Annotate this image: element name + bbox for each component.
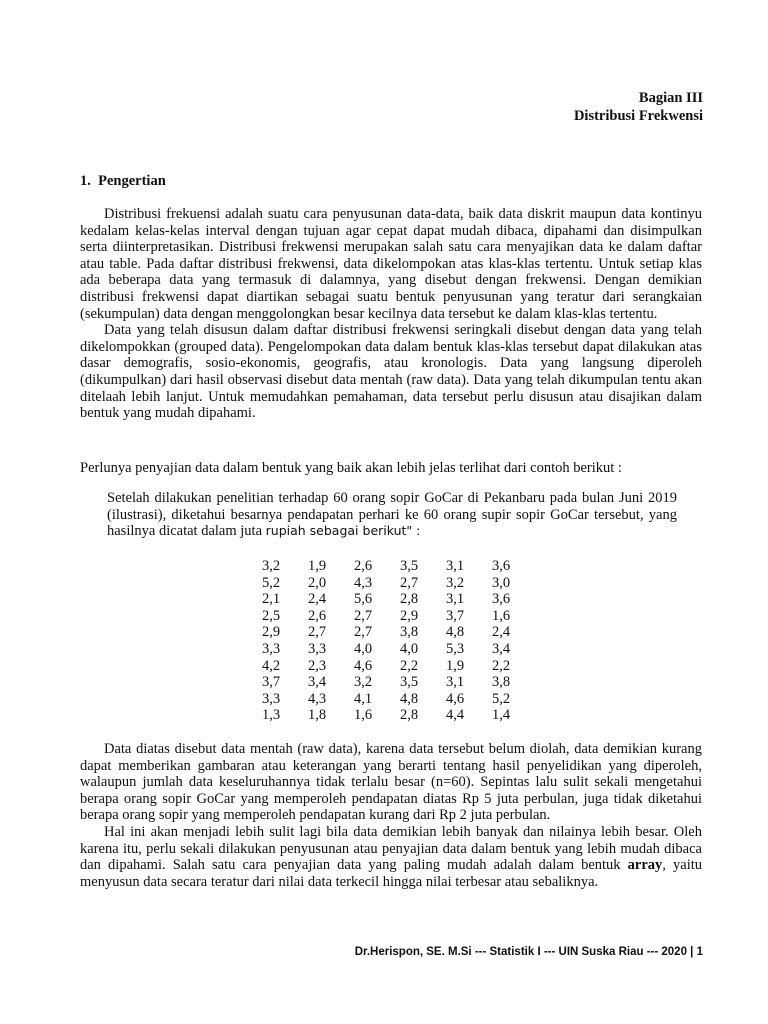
table-cell: 3,5: [400, 558, 419, 574]
table-cell: 1,3: [262, 707, 281, 724]
table-cell: 2,2: [492, 657, 511, 674]
table-cell: 1,4: [492, 707, 511, 724]
table-row: [262, 674, 538, 691]
raw-data-table: [262, 558, 538, 724]
table-row: [262, 641, 538, 658]
table-cell: 3,0: [492, 574, 511, 591]
paragraph-raw-data: Data diatas disebut data mentah (raw data), karena data tersebut belum diolah, data demikian kurang dapat memberikan gambaran atau keterangan yang berarti tentang hasil penyelidikan yang diperoleh, walaupun jumlah data keseluruhannya tidak terlalu besar (n=60). Sepintas lalu sulit sekali mengetahui berapa orang sopir GoCar yang memperoleh pendapatan diatas Rp 5 juta perbulan, juga tidak diketahui berapa orang sopir yang memperoleh pendapatan kurang dari Rp 2 juta perbulan.: [80, 741, 702, 824]
paragraph-array-before: Hal ini akan menjadi lebih sulit lagi bila data demikian lebih banyak dan nilainya lebih besar. Oleh karena itu, perlu sekali dilakukan penyusunan atau penyajian data dalam bentuk yang lebih mudah dibaca dan dipahami. Salah satu cara penyajian data yang paling mudah adalah dalam bentuk: [80, 823, 702, 874]
table-row: [262, 707, 538, 724]
table-cell: 4,1: [354, 690, 373, 707]
table-cell: 3,2: [446, 574, 465, 591]
table-cell: 3,8: [400, 624, 419, 641]
table-cell: 2,7: [354, 607, 373, 624]
table-cell: 2,4: [492, 624, 511, 641]
table-cell: 3,1: [446, 674, 465, 691]
table-cell: 4,8: [446, 624, 465, 641]
quote-main-text: Setelah dilakukan penelitian terhadap 60 orang sopir GoCar di Pekanbaru pada bulan Juni 2019 (ilustrasi), diketahui besarnya pendapatan perhari ke 60 orang supir sopir GoCar tersebut, yang hasilnya dicatat dalam juta: [107, 490, 677, 540]
table-cell: 5,6: [354, 591, 373, 608]
table-cell: 2,3: [308, 657, 327, 674]
chapter-label: Bagian III: [638, 90, 703, 106]
table-row: [262, 591, 538, 608]
table-cell: 3,6: [492, 558, 511, 574]
page-footer: [355, 946, 703, 958]
quote-tail-text: rupiah sebagai berikut" :: [265, 523, 421, 539]
table-row: [262, 624, 538, 641]
table-cell: 2,0: [308, 574, 327, 591]
footer-separator: |: [686, 946, 697, 958]
array-term: array: [627, 857, 663, 874]
table-cell: 4,3: [308, 690, 327, 707]
table-cell: 2,9: [400, 607, 419, 624]
table-cell: 2,6: [354, 558, 373, 574]
table-cell: 2,2: [400, 657, 419, 674]
table-cell: 1,8: [308, 707, 327, 724]
table-cell: 2,7: [308, 624, 327, 641]
raw-data-body: [262, 558, 538, 724]
table-cell: 2,5: [262, 607, 281, 624]
table-cell: 3,3: [262, 690, 281, 707]
table-cell: 1,6: [354, 707, 373, 724]
table-cell: 2,1: [262, 591, 281, 608]
paragraph-array-after: , yaitu menyusun data secara teratur dari nilai data terkecil hingga nilai terbesar atau sebaliknya.: [80, 857, 702, 890]
table-cell: 4,0: [400, 640, 419, 657]
table-cell: 5,2: [492, 690, 511, 707]
paragraph-grouped-data: Data yang telah disusun dalam daftar distribusi frekwensi seringkali disebut dengan data yang telah dikelompokkan (grouped data). Pengelompokan data dalam bentuk klas-klas tersebut dapat dilakukan atas dasar demografis, sosio-ekonomis, geografis, atau kronologis. Data yang langsung diperoleh (dikumpulkan) dari hasil observasi disebut data mentah (raw data). Data yang telah dikumpulan tentu akan ditelaah lebih lanjut. Untuk memudahkan pemahaman, data tersebut perlu disusun atau disajikan dalam bentuk yang mudah dipahami.: [80, 322, 702, 422]
table-cell: 3,3: [262, 640, 281, 657]
table-row: [262, 658, 538, 675]
table-cell: 4,0: [354, 640, 373, 657]
table-cell: 2,6: [308, 607, 327, 624]
body-text-bottom: [80, 741, 702, 890]
table-cell: 3,2: [262, 558, 281, 574]
table-cell: 1,9: [308, 558, 327, 574]
table-row: [262, 691, 538, 708]
table-cell: 3,4: [308, 674, 327, 691]
page-header: [574, 89, 703, 125]
table-cell: 2,9: [262, 624, 281, 641]
table-cell: 3,3: [308, 640, 327, 657]
table-cell: 1,9: [446, 657, 465, 674]
section-title-text: Pengertian: [98, 173, 166, 189]
paragraph-array: [80, 824, 702, 890]
paragraph-definition: Distribusi frekuensi adalah suatu cara penyusunan data-data, baik data diskrit maupun data kontinyu kedalam kelas-kelas interval dengan tujuan agar cepat dapat mudah dibaca, dipahami dan disimpulkan serta diinterpretasikan. Distribusi frekwensi merupakan salah satu cara menyajikan data ke dalam daftar atau table. Pada daftar distribusi frekwensi, data dikelompokan atas klas-klas tertentu. Untuk setiap klas ada beberapa data yang termasuk di dalamnya, yang disebut dengan frekwensi. Dengan demikian distribusi frekwensi dapat diartikan sebagai suatu bentuk penyusunan yang teratur dari serangkaian (sekumpulan) data dengan menggolongkan besar kecilnya data tersebut ke dalam klas-klas tertentu.: [80, 206, 702, 322]
table-cell: 3,6: [492, 591, 511, 608]
body-text-top: [80, 206, 702, 422]
table-row: [262, 608, 538, 625]
table-cell: 4,8: [400, 690, 419, 707]
table-cell: 3,5: [400, 674, 419, 691]
page-number: 1: [696, 946, 703, 958]
table-cell: 4,4: [446, 707, 465, 724]
table-cell: 5,2: [262, 574, 281, 591]
table-cell: 2,8: [400, 591, 419, 608]
table-row: [262, 558, 538, 575]
footer-text: Dr.Herispon, SE. M.Si --- Statistik I --- UIN Suska Riau --- 2020: [354, 946, 687, 958]
table-cell: 2,8: [400, 707, 419, 724]
intro-sentence: Perlunya penyajian data dalam bentuk yang baik akan lebih jelas terlihat dari contoh berikut :: [80, 460, 622, 476]
section-heading: [80, 173, 166, 190]
table-cell: 4,2: [262, 657, 281, 674]
table-cell: 3,2: [354, 674, 373, 691]
table-cell: 3,4: [492, 640, 511, 657]
table-cell: 3,8: [492, 674, 511, 691]
table-cell: 4,6: [446, 690, 465, 707]
table-cell: 4,3: [354, 574, 373, 591]
table-cell: 3,1: [446, 591, 465, 608]
table-cell: 4,6: [354, 657, 373, 674]
table-cell: 1,6: [492, 607, 511, 624]
section-number: 1.: [80, 173, 91, 189]
table-cell: 2,7: [354, 624, 373, 641]
table-cell: 2,4: [308, 591, 327, 608]
table-row: [262, 575, 538, 592]
chapter-title: Distribusi Frekwensi: [573, 108, 703, 124]
table-cell: 3,1: [446, 558, 465, 574]
example-quote: [107, 490, 677, 540]
table-cell: 3,7: [446, 607, 465, 624]
table-cell: 5,3: [446, 640, 465, 657]
table-cell: 3,7: [262, 674, 281, 691]
table-cell: 2,7: [400, 574, 419, 591]
